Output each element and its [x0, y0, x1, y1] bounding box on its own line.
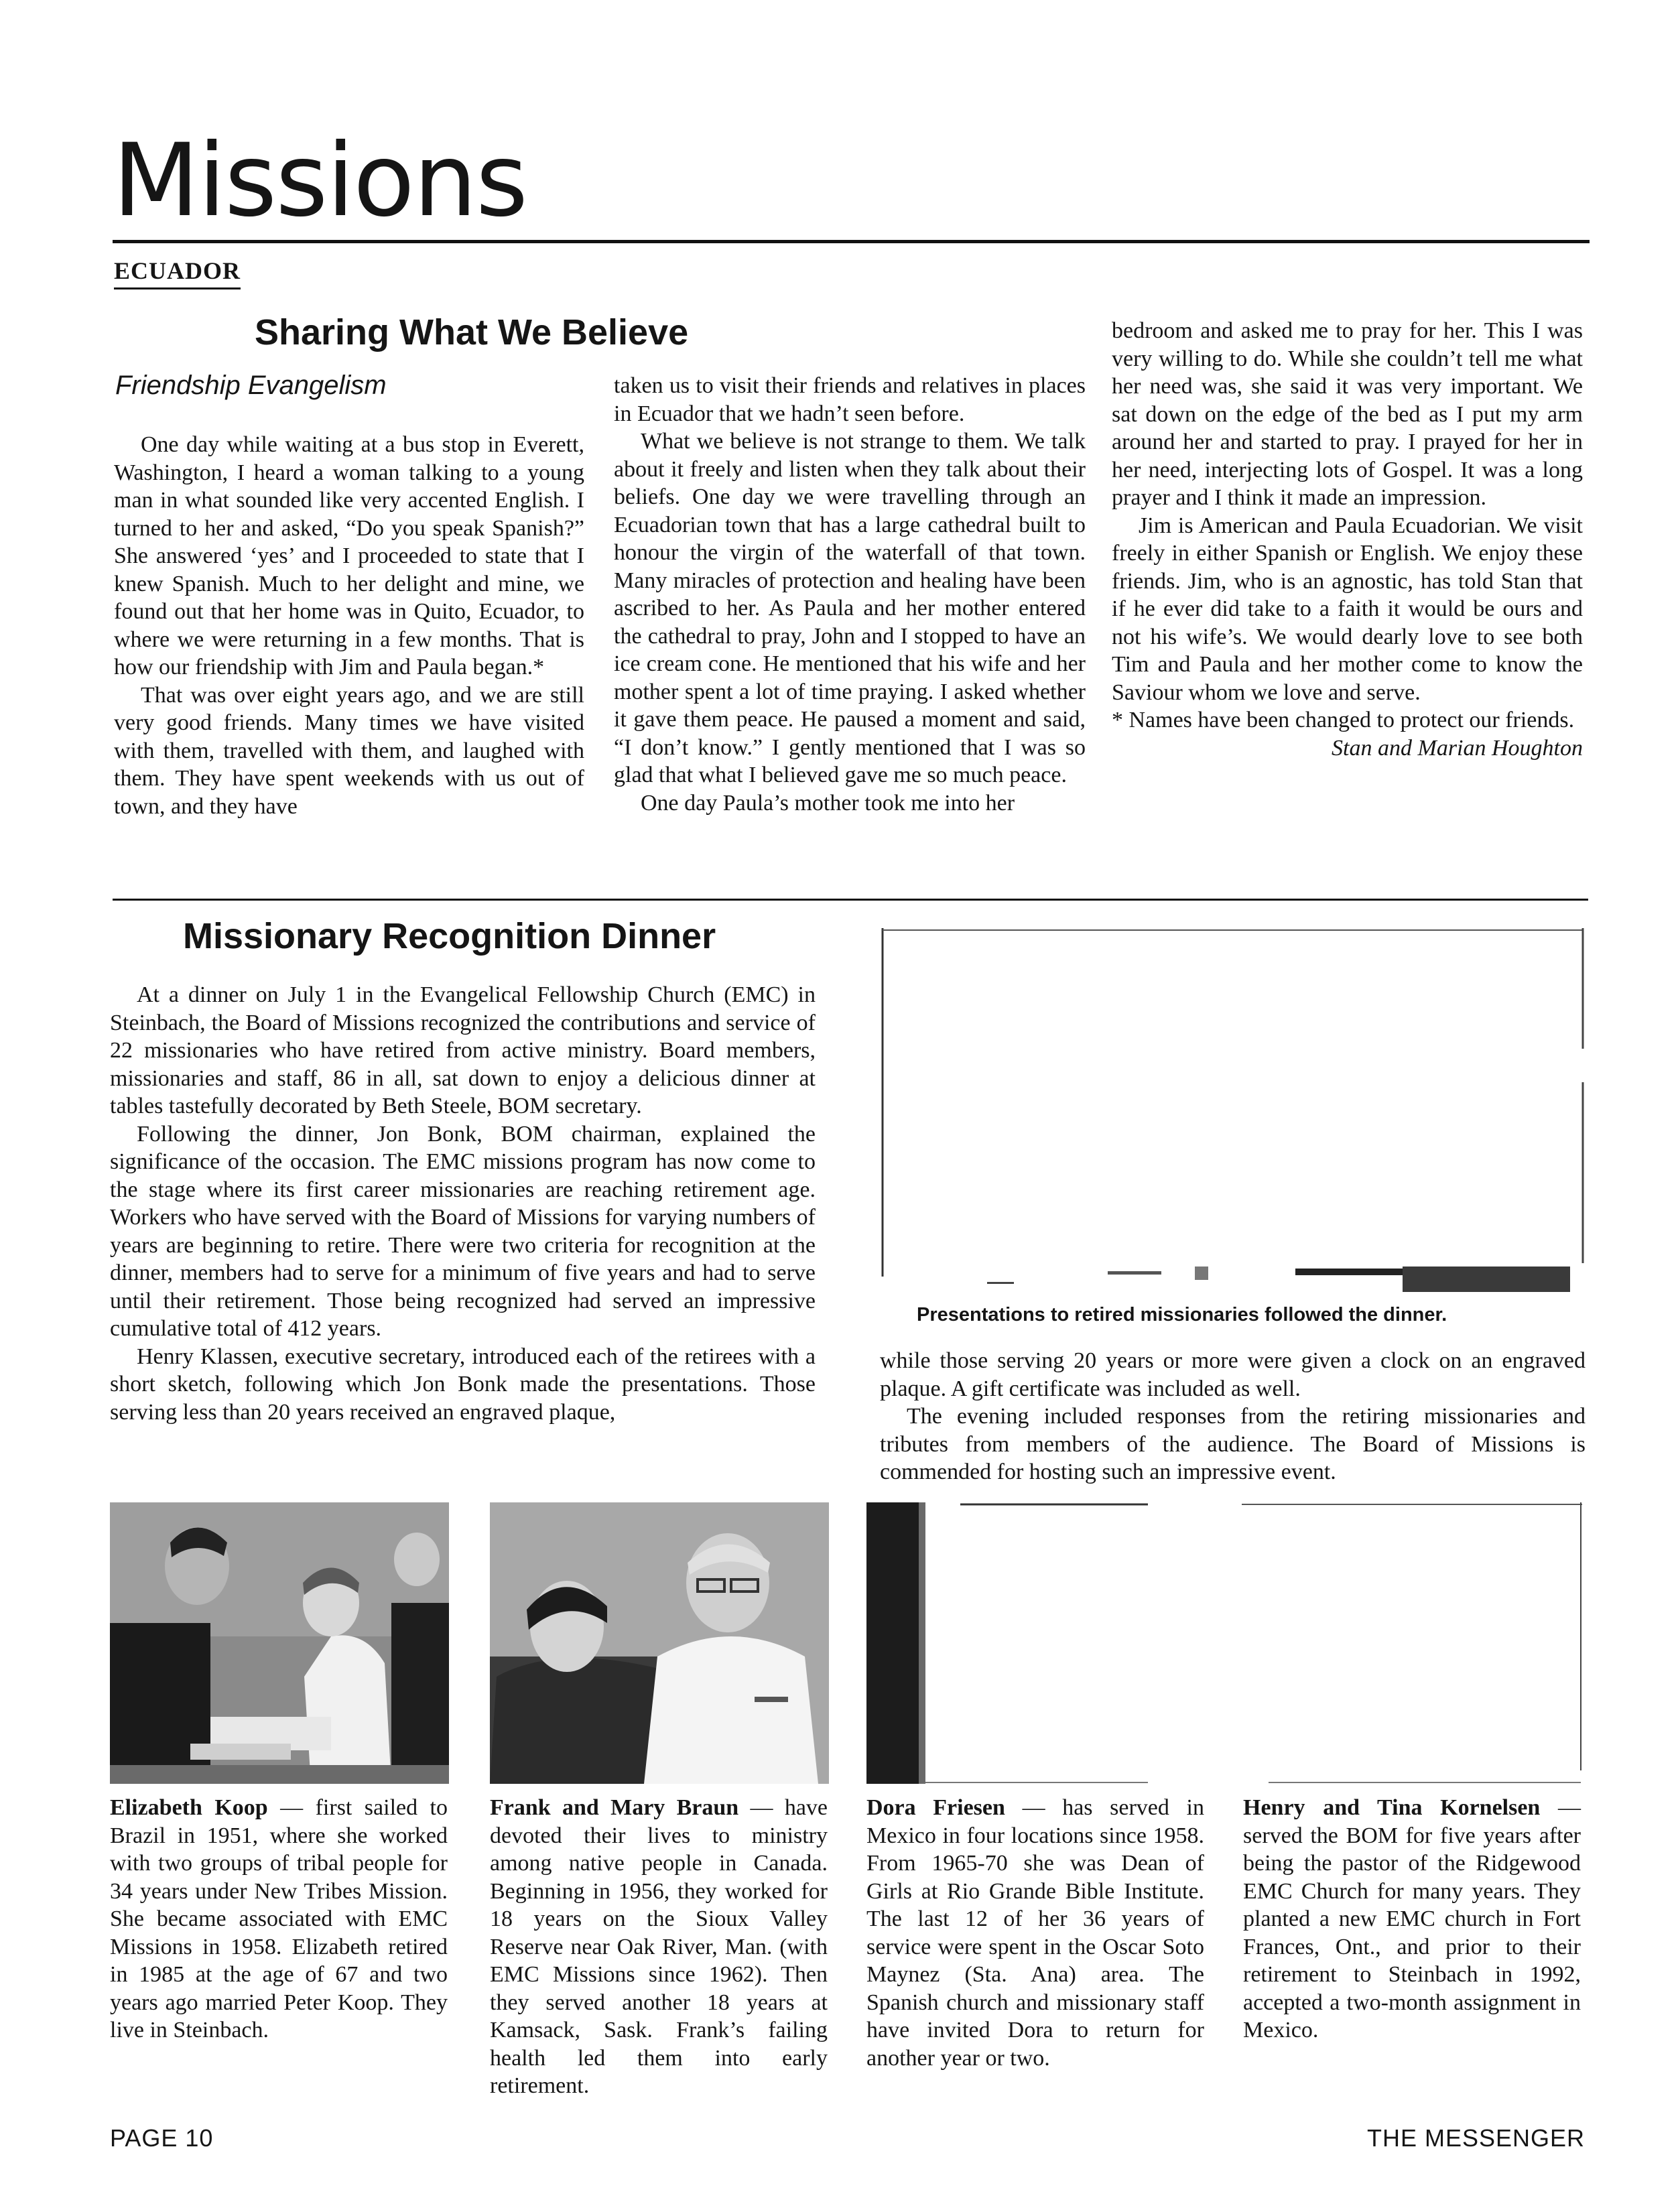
article2-headline: Missionary Recognition Dinner — [183, 916, 716, 956]
section-title: Missions — [113, 123, 527, 239]
footnote: * Names have been changed to protect our friends. — [1112, 708, 1575, 732]
paragraph: The evening included responses from the retiring missionaries and tributes from members of the audience. The Board of Missions is commended for hosting such an impressive event. — [880, 1404, 1586, 1484]
article1-column-3 — [1112, 317, 1583, 762]
photo-frank-mary-braun — [490, 1502, 829, 1784]
paragraph: One day Paula’s mother took me into her — [641, 790, 1015, 816]
paragraph: One day while waiting at a bus stop in Everett, Washington, I heard a woman talking to a young man in what sounded like very accented English. I turned to her and asked, “Do you speak Spanish?” She answered ‘yes’ and I proceeded to state that I knew Spanish. Much to her delight and mine, we found out that her home was in Quito, Ecuador, to where we were returning in a few months. That is how our friendship with Jim and Paula began.* — [114, 432, 584, 679]
page-number: PAGE 10 — [110, 2124, 214, 2152]
dinner-photo-caption: Presentations to retired missionaries followed the dinner. — [917, 1304, 1447, 1325]
byline: Stan and Marian Houghton — [1332, 735, 1583, 761]
bio-henry-tina-kornelsen — [1243, 1794, 1581, 2044]
bio-text: — served the BOM for five years after being the pastor of the Ridgewood EMC Church for many years. They planted a new EMC church in Fort Frances, Ont., and prior to their retirement to Steinbach in 1992, accepted a two-month assignment in Mexico. — [1243, 1795, 1581, 2042]
bio-name: Frank and Mary Braun — [490, 1795, 739, 1820]
article1-headline: Sharing What We Believe — [255, 312, 689, 352]
region-kicker: ECUADOR — [114, 257, 241, 289]
publication-name: THE MESSENGER — [1366, 2124, 1585, 2152]
bio-name: Elizabeth Koop — [110, 1795, 268, 1820]
article2-column-2 — [880, 1347, 1586, 1486]
paragraph: bedroom and asked me to pray for her. This I was very willing to do. While she couldn’t tell me what her need was, she said it was very important. We sat down on the edge of the bed as I put my arm around her and started to pray. I prayed for her in her need, interjecting lots of Gospel. It was a long prayer and I think it made an impression. — [1112, 318, 1583, 510]
paragraph: That was over eight years ago, and we are still very good friends. Many times we have visited with them, travelled with them, and laughed with them. They have spent weekends with us out of town, and they have — [114, 682, 584, 819]
bio-frank-mary-braun — [490, 1794, 828, 2100]
bio-text: — has served in Mexico in four locations since 1958. From 1965-70 she was Dean of Girls at Rio Grande Bible Institute. The last 12 of her 36 years of service were spent in the Oscar Soto Maynez (Sta. Ana) area. The Spanish church and missionary staff have invited Dora to return for another year or two. — [866, 1795, 1204, 2071]
bio-name: Henry and Tina Kornelsen — [1243, 1795, 1541, 1820]
paragraph: while those serving 20 years or more were given a clock on an engraved plaque. A gift certificate was included as well. — [880, 1348, 1586, 1401]
bio-text: — have devoted their lives to ministry among native people in Canada. Beginning in 1956, they worked for 18 years on the Sioux Valley Reserve near Oak River, Man. (with EMC Missions since 1962). Then they served another 18 years at Kamsack, Sask. Frank’s failing health led them into early retirement. — [490, 1795, 828, 2098]
paragraph: Jim is American and Paula Ecuadorian. We visit freely in either Spanish or English. We enjoy these friends. Jim, who is an agnostic, has told Stan that if he ever did take to a faith it would be ours and not his wife’s. We would dearly love to see both Tim and Paula and her mother come to know the Saviour whom we love and serve. — [1112, 513, 1583, 705]
paragraph: taken us to visit their friends and relatives in places in Ecuador that we hadn’t seen before. — [614, 373, 1086, 426]
bio-dora-friesen — [866, 1794, 1204, 2072]
dinner-photo — [880, 928, 1585, 1295]
photo-elizabeth-koop — [110, 1502, 449, 1784]
article1-column-2 — [614, 372, 1086, 817]
photo-dora-friesen — [866, 1502, 1584, 1784]
bio-name: Dora Friesen — [866, 1795, 1005, 1820]
paragraph: What we believe is not strange to them. We talk about it freely and listen when they talk about their beliefs. One day we were travelling through an Ecuadorian town that has a large cathedral built to honour the virgin of the waterfall of that town. Many miracles of protection and healing have been ascribed to her. As Paula and her mother entered the cathedral to pray, John and I stopped to have an ice cream cone. He mentioned that his wife and her mother spent a lot of time praying. I asked whether it gave them peace. He paused a moment and said, “I don’t know.” I gently mentioned that I was so glad that what I believed gave me so much peace. — [614, 429, 1086, 787]
paragraph: Henry Klassen, executive secretary, introduced each of the retirees with a short sketch, following which Jon Bonk made the presentations. Those serving less than 20 years received an engraved plaque, — [110, 1344, 816, 1425]
paragraph: Following the dinner, Jon Bonk, BOM chairman, explained the significance of the occasion. The EMC missions program has now come to the stage where its first career missionaries are reaching retirement age. Workers who have served with the Board of Missions for varying numbers of years are beginning to retire. There were two criteria for recognition at the dinner, members had to serve for a minimum of five years and had to serve until their retirement. Those being recognized had served an impressive cumulative total of 412 years. — [110, 1121, 816, 1341]
article1-column-1 — [114, 431, 584, 820]
bio-text: — first sailed to Brazil in 1951, where she worked with two groups of tribal people for 34 years under New Tribes Mission. She became associated with EMC Missions in 1958. Elizabeth retired in 1985 at the age of 67 and two years ago married Peter Koop. They live in Steinbach. — [110, 1795, 448, 2042]
article1-deck: Friendship Evangelism — [115, 371, 387, 400]
paragraph: At a dinner on July 1 in the Evangelical Fellowship Church (EMC) in Steinbach, the Board of Missions recognized the contributions and service of 22 missionaries who have retired from active ministry. Board members, missionaries and staff, 86 in all, sat down to enjoy a delicious dinner at tables tastefully decorated by Beth Steele, BOM secretary. — [110, 982, 816, 1118]
section-divider — [113, 899, 1588, 901]
article2-column-1 — [110, 981, 816, 1426]
bio-elizabeth-koop — [110, 1794, 448, 2044]
masthead-rule — [113, 240, 1590, 243]
